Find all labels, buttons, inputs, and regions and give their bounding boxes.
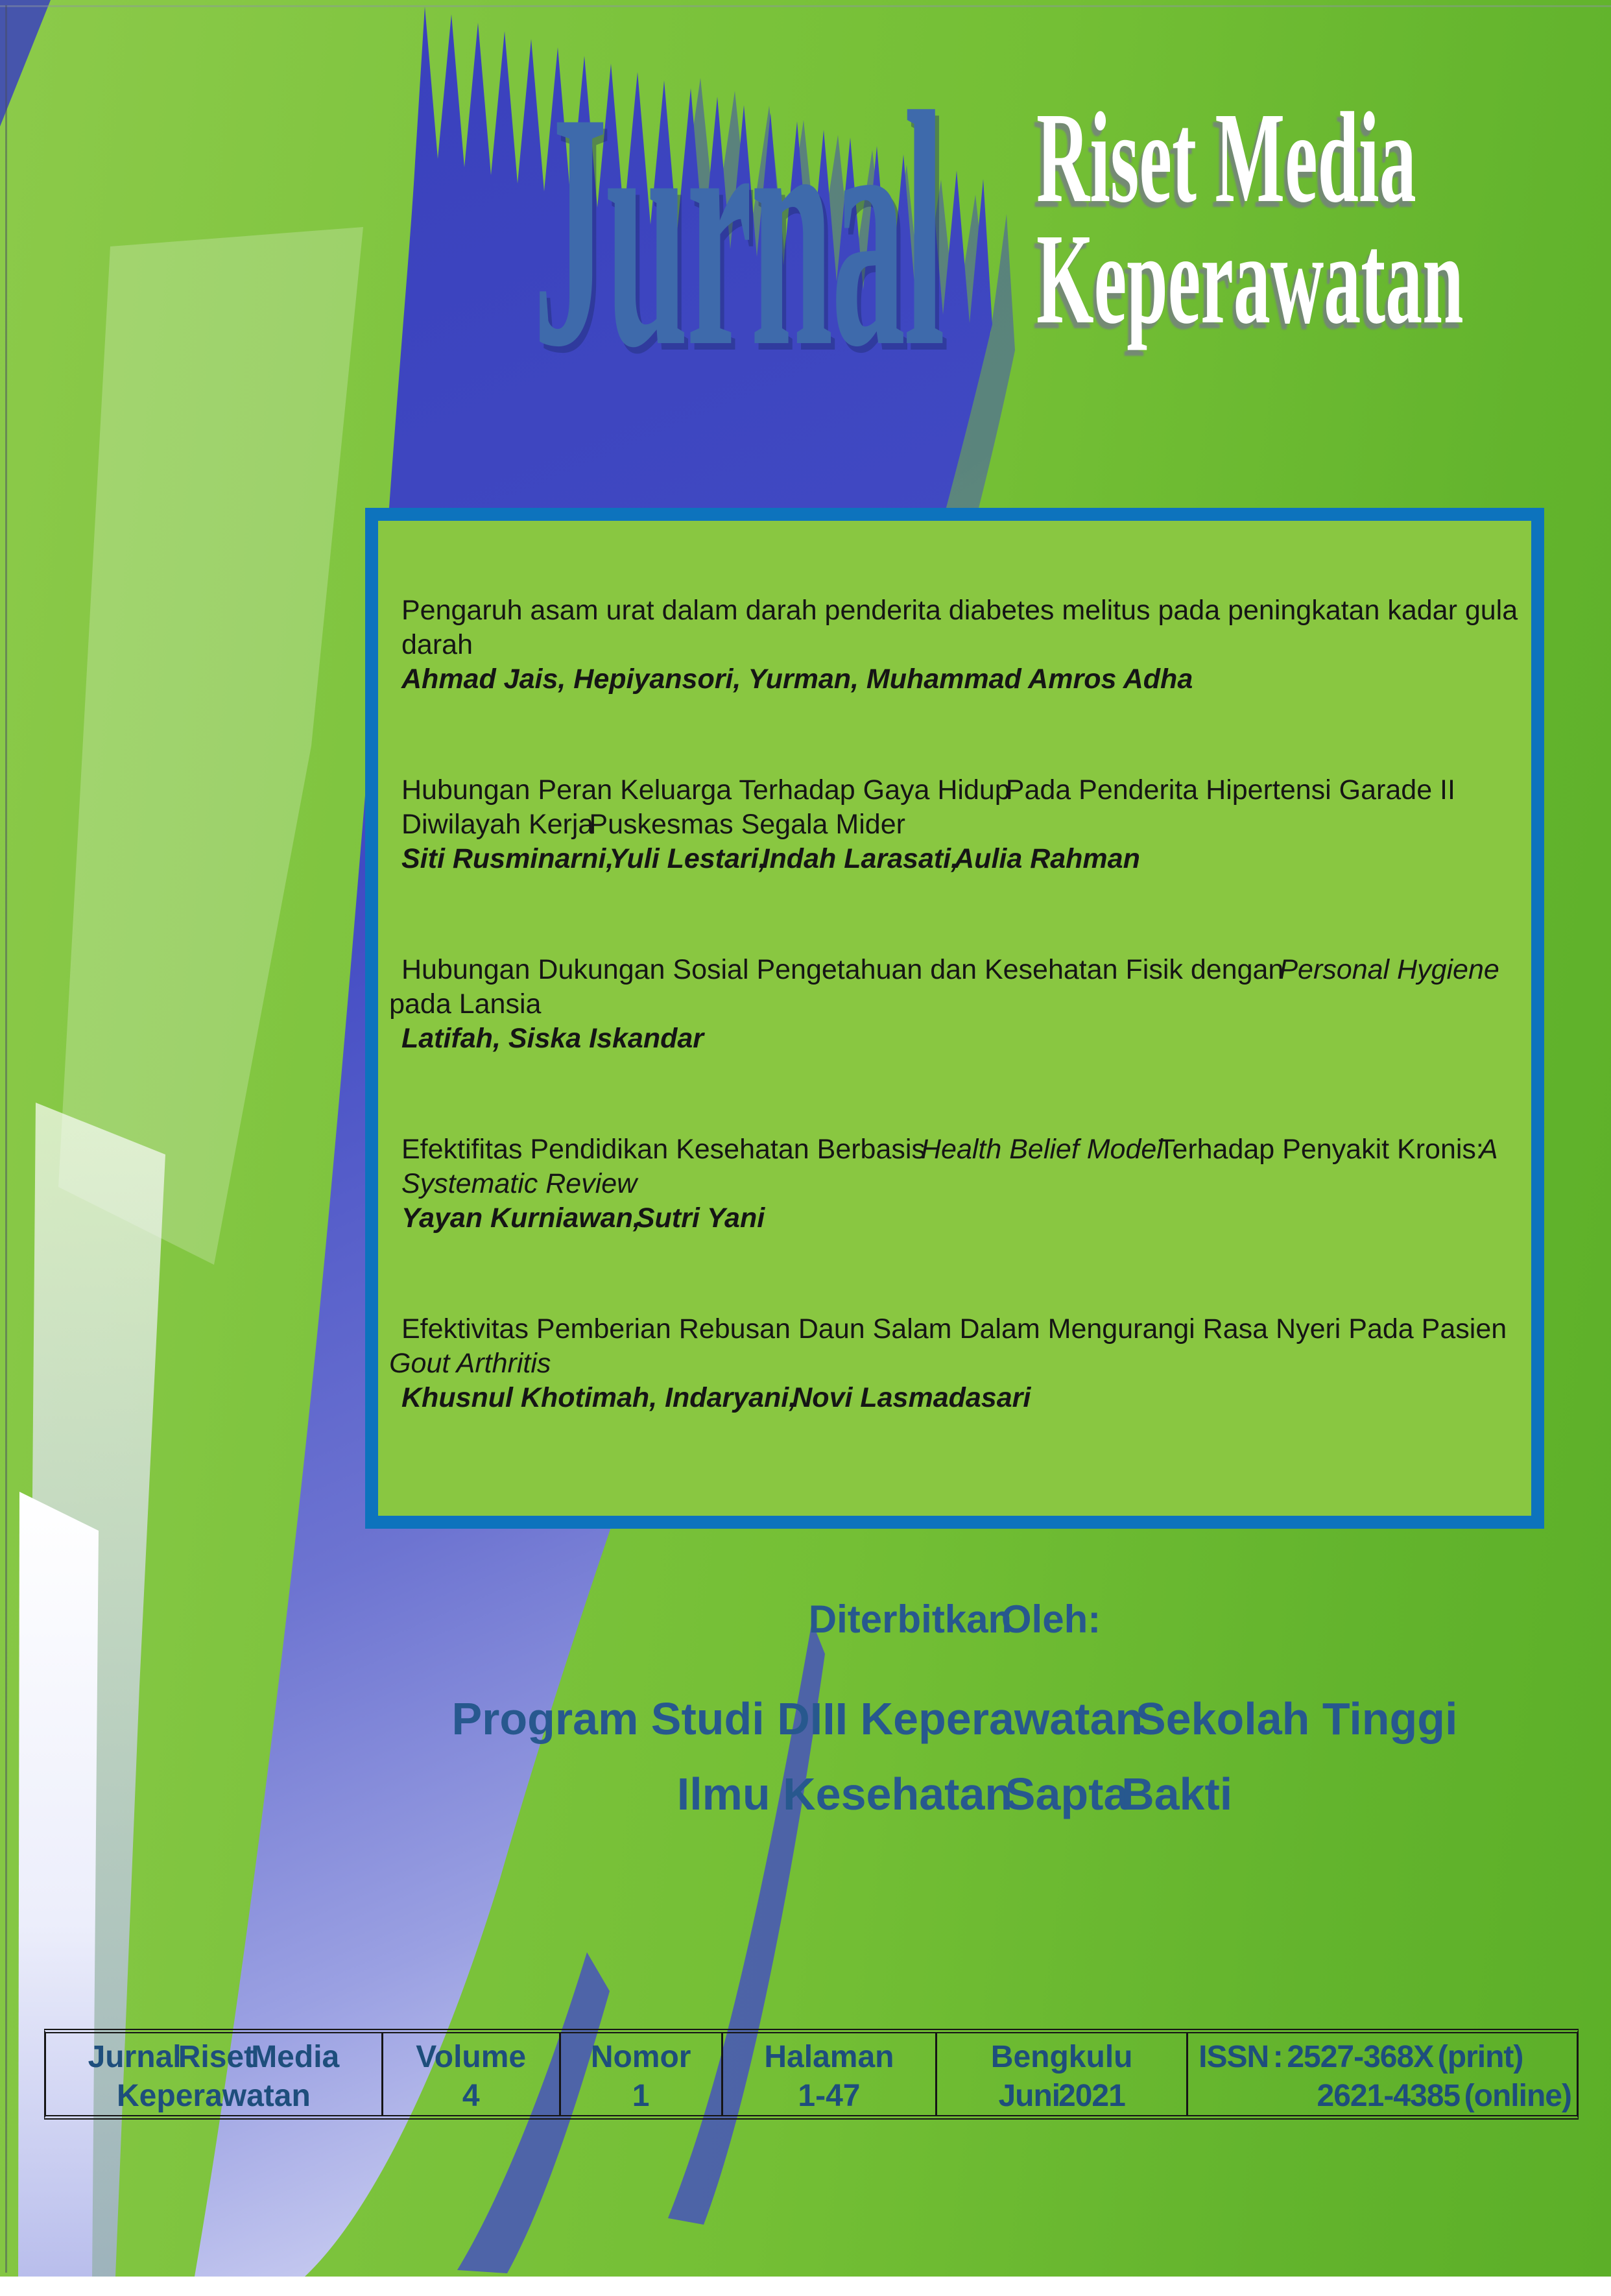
publisher-part: Bakti [1121, 1769, 1233, 1819]
place-value: Bengkulu [990, 2040, 1133, 2074]
title-part: Gout Arthritis [389, 1348, 551, 1379]
journal-name-line1: Jurnal Riset Media [88, 2040, 340, 2074]
toc-article [389, 1312, 1526, 1415]
volume-value: 4 [462, 2079, 480, 2113]
article-title [401, 593, 1526, 662]
pale-sheet-shape [58, 227, 363, 1265]
author-part: Khusnul Khotimah, Indaryani, [401, 1382, 797, 1413]
title-part: Terhadap Penyakit Kronis: [1158, 1134, 1484, 1165]
title-part: A Systematic Review [401, 1134, 1498, 1199]
toc-article [389, 953, 1526, 1056]
article-authors [401, 1381, 1526, 1415]
publisher-part: Sapta [1005, 1769, 1129, 1819]
title-part: Puskesmas Segala Mider [589, 809, 905, 840]
toc-article [401, 593, 1526, 697]
title-part: Efektivitas Pemberian Rebusan Daun Salam Dalam Mengurangi Rasa Nyeri Pada Pasien [401, 1313, 1507, 1345]
toc-article [401, 773, 1526, 876]
halaman-label: Halaman [764, 2040, 894, 2074]
author-part: Yayan Kurniawan, [401, 1202, 641, 1234]
publisher-heading: Diterbitkan Oleh: [808, 1597, 1101, 1641]
article-authors [401, 1201, 1526, 1236]
toc-box [365, 508, 1544, 1529]
title-part: Hubungan Peran Keluarga Terhadap Gaya Hidup [401, 774, 1010, 806]
article-title [401, 1132, 1526, 1201]
title-part: Health Belief Model [920, 1134, 1163, 1165]
white-band-shape [18, 1492, 99, 2277]
table-cell-nomor [559, 2033, 721, 2115]
author-part: Sutri Yani [636, 1202, 765, 1234]
nomor-value: 1 [632, 2079, 650, 2113]
toc-article [401, 1132, 1526, 1236]
title-part: Pengaruh asam urat dalam darah penderita diabetes melitus pada peningkatan kadar gula darah [401, 595, 1518, 660]
article-authors [401, 662, 1526, 697]
title-part: pada Lansia [389, 988, 542, 1020]
title-part: Efektifitas Pendidikan Kesehatan Berbasis [401, 1134, 925, 1165]
author-part: Indah Larasati, [761, 843, 959, 874]
author-part: Latifah, Siska Iskandar [401, 1023, 704, 1054]
table-cell-volume [381, 2033, 559, 2115]
issn-online-value: 2621-4385 (online) [1317, 2079, 1571, 2113]
article-title [389, 953, 1526, 1022]
table-cell-halaman [721, 2033, 935, 2115]
corner-triangle-shape [0, 0, 51, 126]
footer-info-table [44, 2029, 1579, 2120]
publisher-part: Program Studi DIII Keperawatan [451, 1693, 1143, 1744]
journal-name-line2: Keperawatan [117, 2079, 311, 2113]
masthead-word-jurnal: Jurnal [533, 43, 944, 416]
table-cell-place-date [935, 2033, 1186, 2115]
author-part: Novi Lasmadasari [792, 1382, 1031, 1413]
issn-print-value: ISSN : 2527-368X (print) [1199, 2040, 1523, 2074]
table-cell-journal-name [46, 2033, 381, 2115]
publisher-line1 [300, 1681, 1609, 1756]
halaman-value: 1-47 [798, 2079, 861, 2113]
title-part: Pada Penderita Hipertensi Garade II Diwilayah Kerja [401, 774, 1455, 840]
author-part: Aulia Rahman [954, 843, 1140, 874]
publisher-part: Sekolah Tinggi [1135, 1693, 1458, 1744]
masthead-journal-title [1036, 86, 1464, 351]
volume-label: Volume [416, 2040, 527, 2074]
nomor-label: Nomor [590, 2040, 691, 2074]
date-value: Juni 2021 [998, 2079, 1125, 2113]
article-title [389, 1312, 1526, 1381]
publisher-part: Ilmu Kesehatan [676, 1769, 1013, 1819]
page-top-edge-line [0, 5, 1611, 7]
author-part: Siti Rusminarni, [401, 843, 614, 874]
author-part: Yuli Lestari, [609, 843, 767, 874]
publisher-line2 [300, 1756, 1609, 1832]
page-left-edge-line [5, 5, 7, 2273]
title-part: Personal Hygiene [1279, 954, 1499, 985]
article-authors [401, 1022, 1526, 1056]
author-part: Ahmad Jais, Hepiyansori, Yurman, Muhammad Amros Adha [401, 664, 1193, 695]
masthead-title-line2: Keperawatan [1036, 208, 1464, 351]
article-title [401, 773, 1526, 842]
table-cell-issn [1186, 2033, 1577, 2115]
title-part: Hubungan Dukungan Sosial Pengetahuan dan Kesehatan Fisik dengan [401, 954, 1284, 985]
publisher-name [300, 1681, 1609, 1832]
article-authors [401, 842, 1526, 876]
masthead-title-line1: Riset Media [1036, 86, 1416, 230]
